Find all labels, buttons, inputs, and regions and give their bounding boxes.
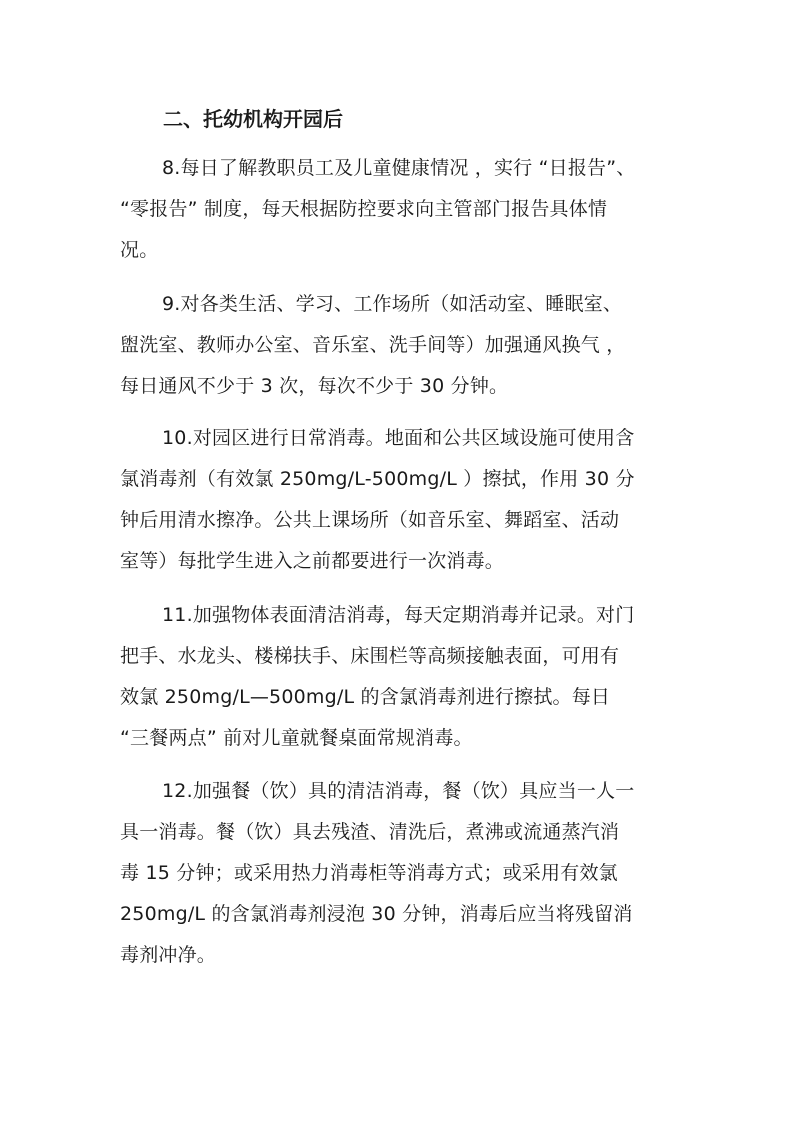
paragraph-line: 每日通风不少于 3 次，每次不少于 30 分钟。: [120, 375, 509, 397]
paragraph-line: 250mg/L 的含氯消毒剂浸泡 30 分钟，消毒后应当将残留消: [120, 903, 633, 925]
paragraph-line: “三餐两点” 前对儿童就餐桌面常规消毒。: [120, 727, 473, 749]
paragraph-line: 氯消毒剂（有效氯 250mg/L-500mg/L ）擦拭，作用 30 分: [120, 468, 635, 490]
paragraph-line: 况。: [120, 239, 159, 261]
paragraph-line: 12.加强餐（饮）具的清洁消毒，餐（饮）具应当一人一: [162, 780, 635, 802]
paragraph-line: 8.每日了解教职员工及儿童健康情况 ，实行 “日报告”、: [162, 157, 636, 179]
paragraph-item-10: [120, 418, 676, 582]
paragraph-line: 效氯 250mg/L—500mg/L 的含氯消毒剂进行擦拭。每日: [120, 686, 611, 708]
paragraph-line: 毒 15 分钟；或采用热力消毒柜等消毒方式；或采用有效氯: [120, 862, 618, 884]
paragraph-item-8: [120, 148, 676, 271]
paragraph-line: 9.对各类生活、学习、工作场所（如活动室、睡眠室、: [162, 293, 623, 315]
paragraph-line: 具一消毒。餐（饮）具去残渣、清洗后，煮沸或流通蒸汽消: [120, 821, 620, 843]
paragraph-item-12: [120, 771, 676, 976]
paragraph-item-9: [120, 284, 676, 407]
paragraph-item-11: [120, 595, 676, 759]
paragraph-line: 毒剂冲净。: [120, 944, 217, 966]
paragraph-line: 10.对园区进行日常消毒。地面和公共区域设施可使用含: [162, 427, 635, 449]
paragraph-line: “零报告” 制度，每天根据防控要求向主管部门报告具体情: [120, 198, 608, 220]
section-heading: 二、托幼机构开园后: [163, 107, 343, 131]
paragraph-line: 把手、水龙头、楼梯扶手、床围栏等高频接触表面，可用有: [120, 645, 620, 667]
paragraph-line: 钟后用清水擦净。公共上课场所（如音乐室、舞蹈室、活动: [120, 509, 620, 531]
paragraph-line: 室等）每批学生进入之前都要进行一次消毒。: [120, 550, 505, 572]
paragraph-line: 盥洗室、教师办公室、音乐室、洗手间等）加强通风换气 ，: [120, 334, 626, 356]
paragraph-line: 11.加强物体表面清洁消毒，每天定期消毒并记录。对门: [162, 604, 635, 626]
